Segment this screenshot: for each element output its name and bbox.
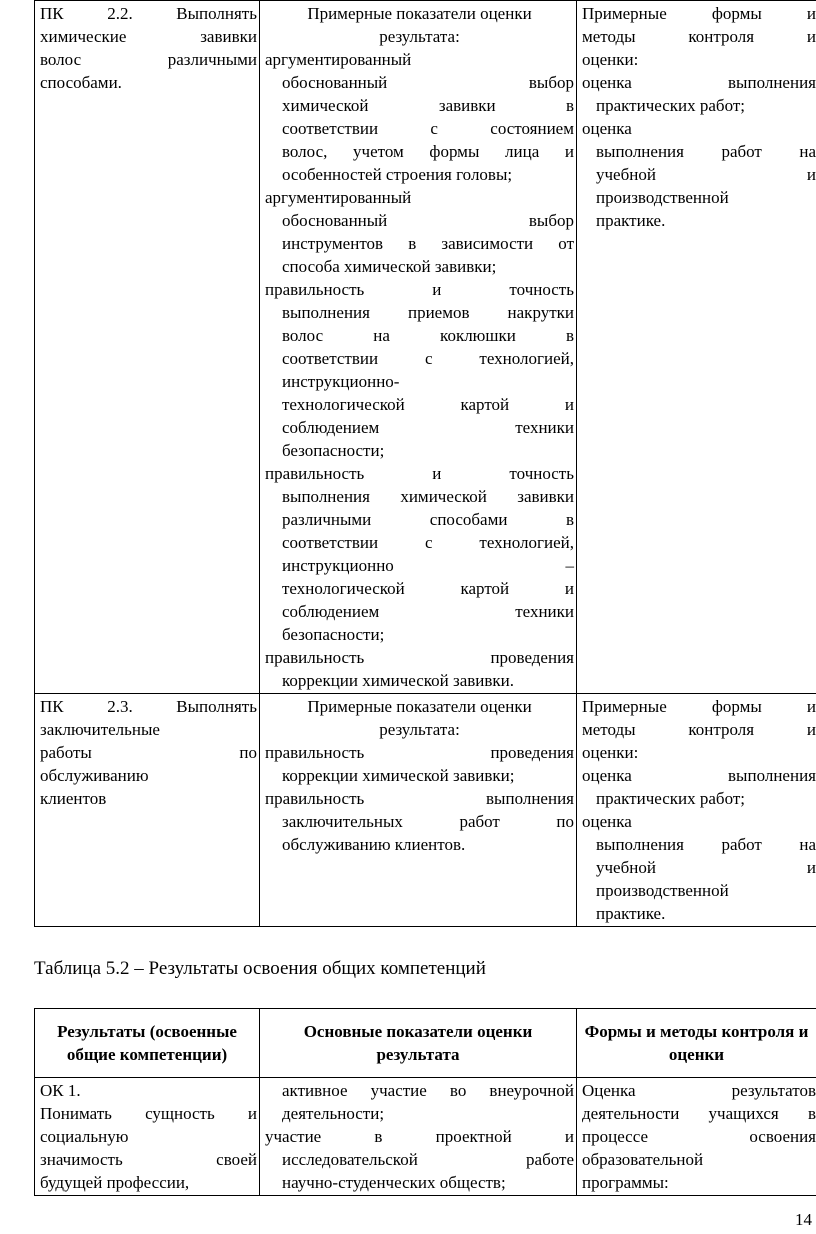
indicator-line: соответствии с технологией, (282, 349, 574, 368)
indicator-line: особенностей строения головы; (282, 165, 513, 184)
table-row (35, 1, 816, 694)
method-line: Примерные формы и (582, 697, 816, 716)
indicator-line: соответствии с состоянием (282, 119, 574, 138)
indicator-line: коррекции химической завивки. (282, 671, 515, 690)
header-results: Результаты (освоенные общие компетенции) (35, 1009, 260, 1078)
indicator-line: правильность и точность (265, 280, 574, 299)
indicator-line: участие в проектной и (265, 1127, 574, 1146)
indicator-line: активное участие во внеурочной (282, 1081, 574, 1100)
indicators-cell (260, 1, 577, 694)
methods-cell (577, 694, 816, 927)
indicator-line: способа химической завивки; (282, 257, 497, 276)
competence-line: ОК 1. (40, 1081, 81, 1100)
method-line: оценка (582, 812, 632, 831)
indicator-line: выполнения приемов накрутки (282, 303, 574, 322)
page-number: 14 (795, 1210, 812, 1229)
method-line: оценка (582, 119, 632, 138)
indicator-line: волос на коклюшки в (282, 326, 574, 345)
indicators-title: Примерные показатели оценки (307, 697, 532, 716)
competence-table-general (34, 1008, 816, 1196)
indicator-line: соблюдением техники (282, 602, 574, 621)
competence-line: ПК 2.3. Выполнять (40, 697, 257, 716)
competence-line: заключительные (40, 720, 160, 739)
indicators-cell (260, 694, 577, 927)
method-line: производственной (596, 188, 729, 207)
method-line: учебной и (596, 165, 816, 184)
method-line: Примерные формы и (582, 4, 816, 23)
method-line: практике. (596, 904, 666, 923)
method-line: процессе освоения (582, 1127, 816, 1146)
method-line: практике. (596, 211, 666, 230)
competence-line: будущей профессии, (40, 1173, 190, 1192)
indicator-line: правильность и точность (265, 464, 574, 483)
method-line: учебной и (596, 858, 816, 877)
indicator-line: исследовательской работе (282, 1150, 574, 1169)
indicator-line: волос, учетом формы лица и (282, 142, 574, 161)
indicator-line: правильность выполнения (265, 789, 574, 808)
table-row (35, 1078, 816, 1196)
indicator-line: безопасности; (282, 625, 385, 644)
table-row (35, 694, 816, 927)
indicator-line: обслуживанию клиентов. (282, 835, 466, 854)
header-methods: Формы и методы контроля и оценки (577, 1009, 816, 1078)
competence-line: волос различными (40, 50, 257, 69)
indicators-title: Примерные показатели оценки (307, 4, 532, 23)
competence-line: клиентов (40, 789, 107, 808)
methods-cell (577, 1, 816, 694)
method-line: оценка выполнения (582, 73, 816, 92)
competence-line: Понимать сущность и (40, 1104, 257, 1123)
indicator-line: инструкционно- (282, 372, 400, 391)
competence-line: ПК 2.2. Выполнять (40, 4, 257, 23)
method-line: выполнения работ на (596, 835, 816, 854)
method-line: оценка выполнения (582, 766, 816, 785)
indicator-line: соблюдением техники (282, 418, 574, 437)
competence-line: способами. (40, 73, 122, 92)
competence-table-professional (34, 0, 816, 927)
table-caption: Таблица 5.2 – Результаты освоения общих компетенций (34, 958, 486, 979)
table-header-row (35, 1009, 816, 1078)
competence-cell (35, 1078, 260, 1196)
competence-line: обслуживанию (40, 766, 149, 785)
indicator-line: технологической картой и (282, 395, 574, 414)
method-line: образовательной (582, 1150, 704, 1169)
indicator-line: обоснованный выбор (282, 211, 574, 230)
competence-cell (35, 1, 260, 694)
method-line: деятельности учащихся в (582, 1104, 816, 1123)
indicator-line: коррекции химической завивки; (282, 766, 515, 785)
indicators-cell (260, 1078, 577, 1196)
indicator-line: инструментов в зависимости от (282, 234, 574, 253)
indicators-title: результата: (379, 27, 460, 46)
method-line: программы: (582, 1173, 669, 1192)
method-line: методы контроля и (582, 27, 816, 46)
competence-line: работы по (40, 743, 257, 762)
indicators-title: результата: (379, 720, 460, 739)
method-line: Оценка результатов (582, 1081, 816, 1100)
indicator-line: соответствии с технологией, (282, 533, 574, 552)
method-line: методы контроля и (582, 720, 816, 739)
indicator-line: обоснованный выбор (282, 73, 574, 92)
indicator-line: технологической картой и (282, 579, 574, 598)
indicator-line: аргументированный (265, 188, 412, 207)
indicator-line: аргументированный (265, 50, 412, 69)
indicator-line: правильность проведения (265, 648, 574, 667)
indicator-line: деятельности; (282, 1104, 385, 1123)
competence-line: социальную (40, 1127, 129, 1146)
indicator-line: выполнения химической завивки (282, 487, 574, 506)
indicator-line: химической завивки в (282, 96, 574, 115)
method-line: производственной (596, 881, 729, 900)
method-line: выполнения работ на (596, 142, 816, 161)
indicator-line: различными способами в (282, 510, 574, 529)
indicator-line: правильность проведения (265, 743, 574, 762)
indicator-line: безопасности; (282, 441, 385, 460)
method-line: оценки: (582, 50, 639, 69)
indicator-line: заключительных работ по (282, 812, 574, 831)
method-line: оценки: (582, 743, 639, 762)
method-line: практических работ; (596, 789, 745, 808)
competence-line: значимость своей (40, 1150, 257, 1169)
header-indicators: Основные показатели оценки результата (260, 1009, 577, 1078)
methods-cell (577, 1078, 816, 1196)
indicator-line: научно-студенческих обществ; (282, 1173, 506, 1192)
competence-line: химические завивки (40, 27, 257, 46)
indicator-line: инструкционно – (282, 556, 574, 575)
competence-cell (35, 694, 260, 927)
method-line: практических работ; (596, 96, 745, 115)
